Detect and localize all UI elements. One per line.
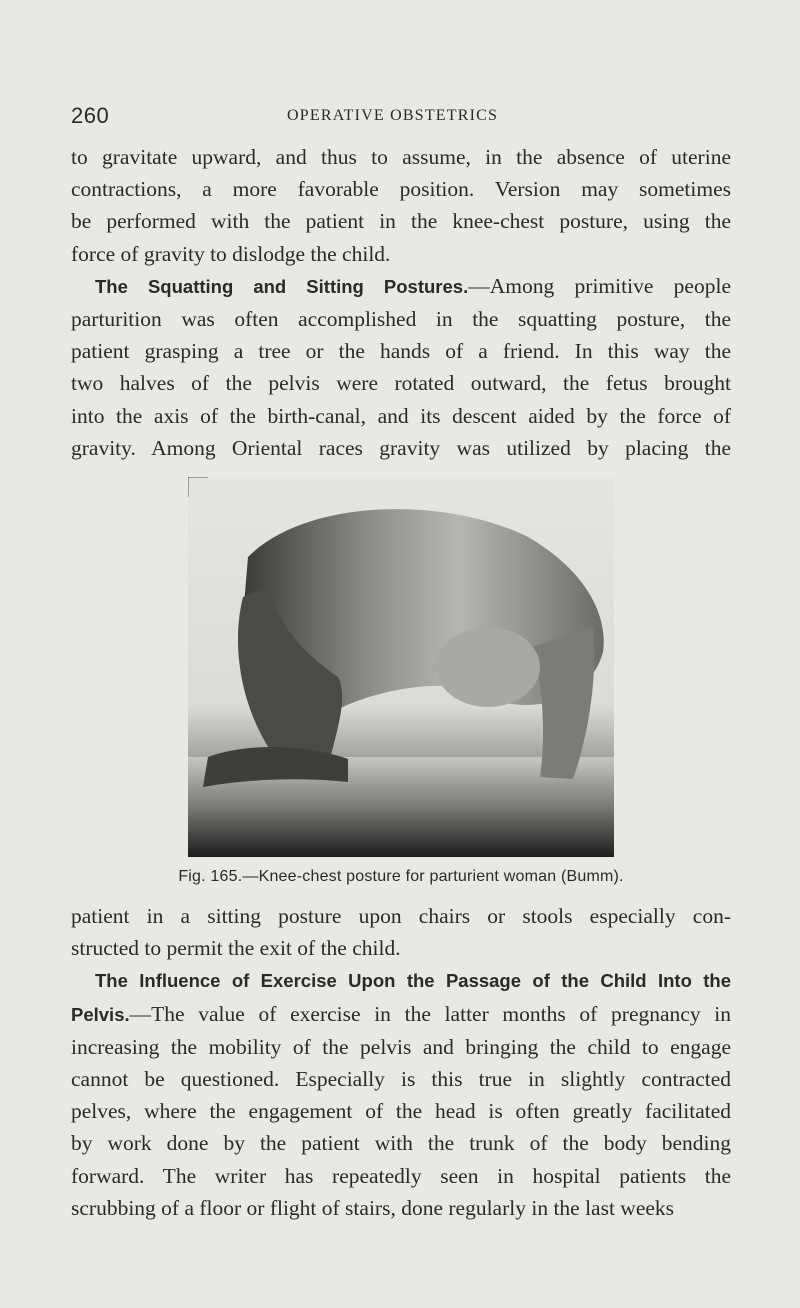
text-line [71,270,731,303]
text-line: increasing the mobility of the pelvis and bringing the child to engage [71,1034,731,1059]
text-line [71,964,731,997]
text-line: into the axis of the birth-canal, and its descent aided by the force of [71,403,731,428]
text-line: parturition was often accomplished in the squatting posture, the [71,307,731,332]
figure-knee-chest-photo [188,477,614,857]
text-line: gravity. Among Oriental races gravity was utilized by placing the [71,435,731,460]
text-line: two halves of the pelvis were rotated outward, the fetus brought [71,371,731,396]
text-line: contractions, a more favorable position. Version may sometimes [71,177,731,202]
section-heading-exercise: The Influence of Exercise Upon the Passage of the Child Into the [95,970,731,992]
figure-caption: Fig. 165.—Knee-chest posture for parturient woman (Bumm). [178,868,624,885]
running-head: OPERATIVE OBSTETRICS [287,107,499,124]
text-line: scrubbing of a floor or flight of stairs, done regularly in the last weeks [71,1195,675,1220]
text-line: force of gravity to dislodge the child. [71,241,391,266]
text-line: structed to permit the exit of the child. [71,936,401,961]
page-number: 260 [71,103,110,128]
text-line: patient in a sitting posture upon chairs or stools especially con- [71,904,731,928]
text-line: forward. The writer has repeatedly seen in hospital patients the [71,1163,731,1188]
text-run: —Among primitive people [468,273,731,298]
section-heading-postures: The Squatting and Sitting Postures. [95,275,469,297]
text-run: —The value of exercise in the latter months of pregnancy in [129,1001,731,1026]
section-heading-exercise-cont: Pelvis. [71,1003,130,1025]
text-line: cannot be questioned. Especially is this true in slightly contracted [71,1067,731,1092]
text-line: patient grasping a tree or the hands of a friend. In this way the [71,339,731,364]
text-line [71,998,731,1031]
text-line: by work done by the patient with the trunk of the body bending [71,1131,731,1156]
page-header [71,103,711,133]
body-text-bottom [71,900,731,1224]
text-line: be performed with the patient in the knee-chest posture, using the [71,209,731,234]
body-text-top [71,141,731,464]
knee-chest-illustration [188,477,614,857]
abdomen [436,627,540,707]
text-line: to gravitate upward, and thus to assume, in the absence of uterine [71,145,731,169]
text-line: pelves, where the engagement of the head is often greatly facilitated [71,1099,731,1124]
